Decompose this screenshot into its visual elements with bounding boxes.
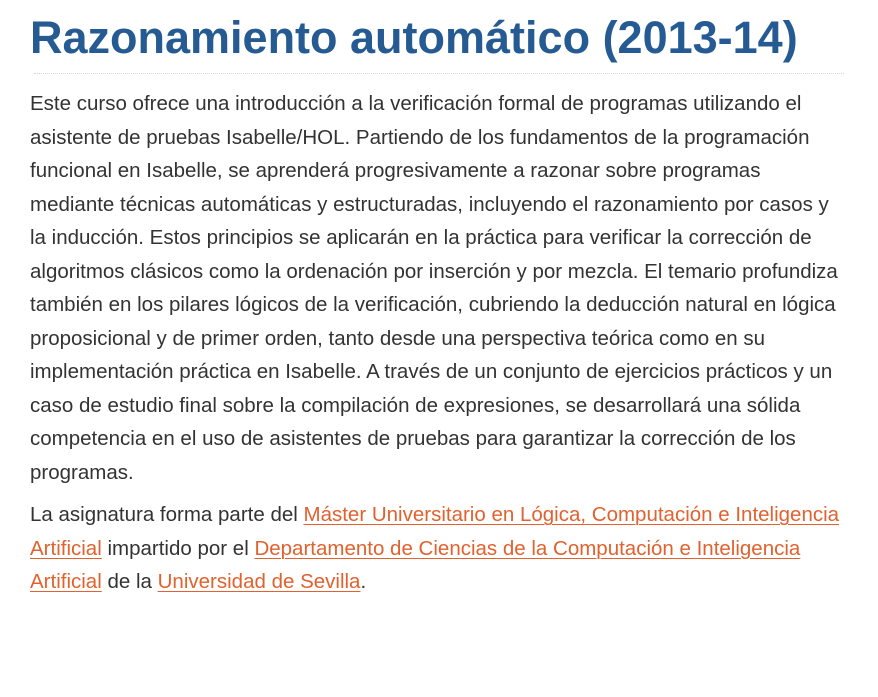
course-description [30,87,848,599]
description-paragraph: Este curso ofrece una introducción a la verificación formal de programas utilizando el asistente de pruebas Isabelle/HOL. Partiendo de los fundamentos de la programación funcional en Isabelle, se aprenderá progresivamente a razonar sobre programas mediante técnicas automáticas y estructuradas, incluyendo el razonamiento por casos y la inducción. Estos principios se aplicarán en la práctica para verificar la corrección de algoritmos clásicos como la ordenación por inserción y por mezcla. El temario profundiza también en los pilares lógicos de la verificación, cubriendo la deducción natural en lógica proposicional y de primer orden, tanto desde una perspectiva teórica como en su implementación práctica en Isabelle. A través de un conjunto de ejercicios prácticos y un caso de estudio final sobre la compilación de expresiones, se desarrollará una sólida competencia en el uso de asistentes de pruebas para garantizar la corrección de los programas. [30,92,838,484]
page-title: Razonamiento automático (2013-14) [30,12,798,63]
affiliation-text-3: de la [101,570,158,593]
university-link[interactable]: Universidad de Sevilla [157,570,361,593]
affiliation-text-1: La asignatura forma parte del [30,503,304,526]
affiliation-text-2: impartido por el [101,536,255,560]
master-link[interactable]: Máster Universitario en Lógica, Computación e Inteligencia Artificial [30,503,840,560]
affiliation-paragraph [30,498,848,599]
title-divider [34,73,844,74]
department-link[interactable]: Departamento de Ciencias de la Computación e Inteligencia Artificial [30,536,801,593]
affiliation-text-4: . [360,570,367,593]
